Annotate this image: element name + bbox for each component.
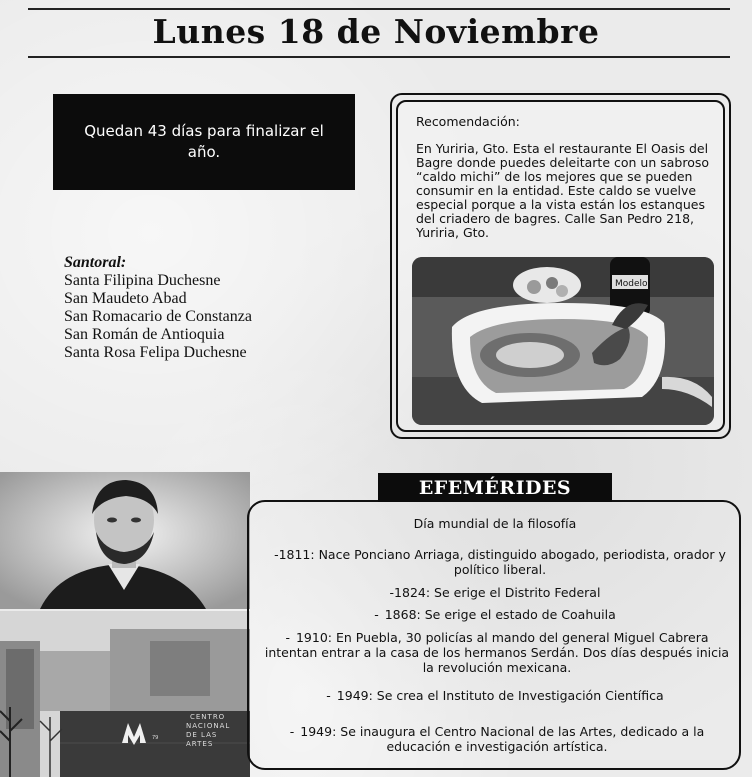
centro-nacional-artes-photo — [0, 611, 250, 777]
event-text: 1910: En Puebla, 30 policías al mando del general Miguel Cabrera intentan entrar a la casa de los hermanos Serdán. Dos días después inicia la revolución mexicana. — [264, 630, 730, 675]
efemerides-heading: EFEMÉRIDES — [378, 473, 612, 502]
event-item — [270, 547, 730, 577]
building-number: 79 — [152, 735, 159, 741]
efemerides-intro-text: Día mundial de la filosofía — [413, 516, 577, 531]
recommendation-text — [416, 115, 718, 240]
event-text: 1868: Se erige el estado de Coahuila — [384, 607, 616, 622]
caldo-michi-photo — [412, 257, 714, 425]
sign-line: CENTRO — [190, 713, 226, 721]
event-item — [250, 688, 740, 703]
event-item — [262, 630, 732, 675]
header-rule-bottom — [28, 56, 730, 58]
recommendation-label: Recomendación: — [416, 114, 520, 129]
saint-item: San Romacario de Constanza — [64, 308, 252, 325]
portrait-photo — [0, 472, 250, 609]
sign-line: NACIONAL — [186, 722, 231, 730]
saint-item: San Román de Antioquia — [64, 326, 225, 343]
santoral-section — [64, 254, 252, 362]
sign-line: DE LAS — [186, 731, 218, 739]
sign-line: ARTES — [186, 740, 214, 748]
saint-item: San Maudeto Abad — [64, 290, 187, 307]
event-text: 1949: Se inaugura el Centro Nacional de las Artes, dedicado a la educación e investigación artística. — [300, 724, 705, 754]
page-title: Lunes 18 de Noviembre — [152, 12, 600, 51]
bottle-label: Modelo — [615, 279, 648, 289]
header-rule-top — [28, 8, 730, 10]
event-dash: - — [374, 607, 379, 622]
event-text: -1824: Se erige el Distrito Federal — [389, 585, 601, 600]
countdown-box — [53, 94, 355, 190]
event-item — [250, 585, 740, 600]
efemerides-intro — [250, 516, 740, 531]
event-text: -1811: Nace Ponciano Arriaga, distinguido abogado, periodista, orador y político liberal. — [274, 547, 726, 577]
event-text: 1949: Se crea el Instituto de Investigación Científica — [336, 688, 664, 703]
event-item — [250, 607, 740, 622]
saint-item: Santa Rosa Felipa Duchesne — [64, 344, 247, 361]
countdown-text: Quedan 43 días para finalizar el año. — [84, 122, 324, 161]
event-dash: - — [326, 688, 331, 703]
event-dash: - — [289, 724, 295, 739]
santoral-heading: Santoral: — [64, 254, 127, 271]
event-dash: - — [285, 630, 290, 645]
saint-item: Santa Filipina Duchesne — [64, 272, 221, 289]
recommendation-body: En Yuriria, Gto. Esta el restaurante El Oasis del Bagre donde puedes deleitarte con un sabroso “caldo michi” de los mejores que se pueden consumir en la entidad. Este caldo se vuelve especial porque a la vista están los estanques del criadero de bagres. Calle San Pedro 218, Yuriria, Gto. — [416, 141, 709, 240]
event-item — [262, 724, 732, 754]
